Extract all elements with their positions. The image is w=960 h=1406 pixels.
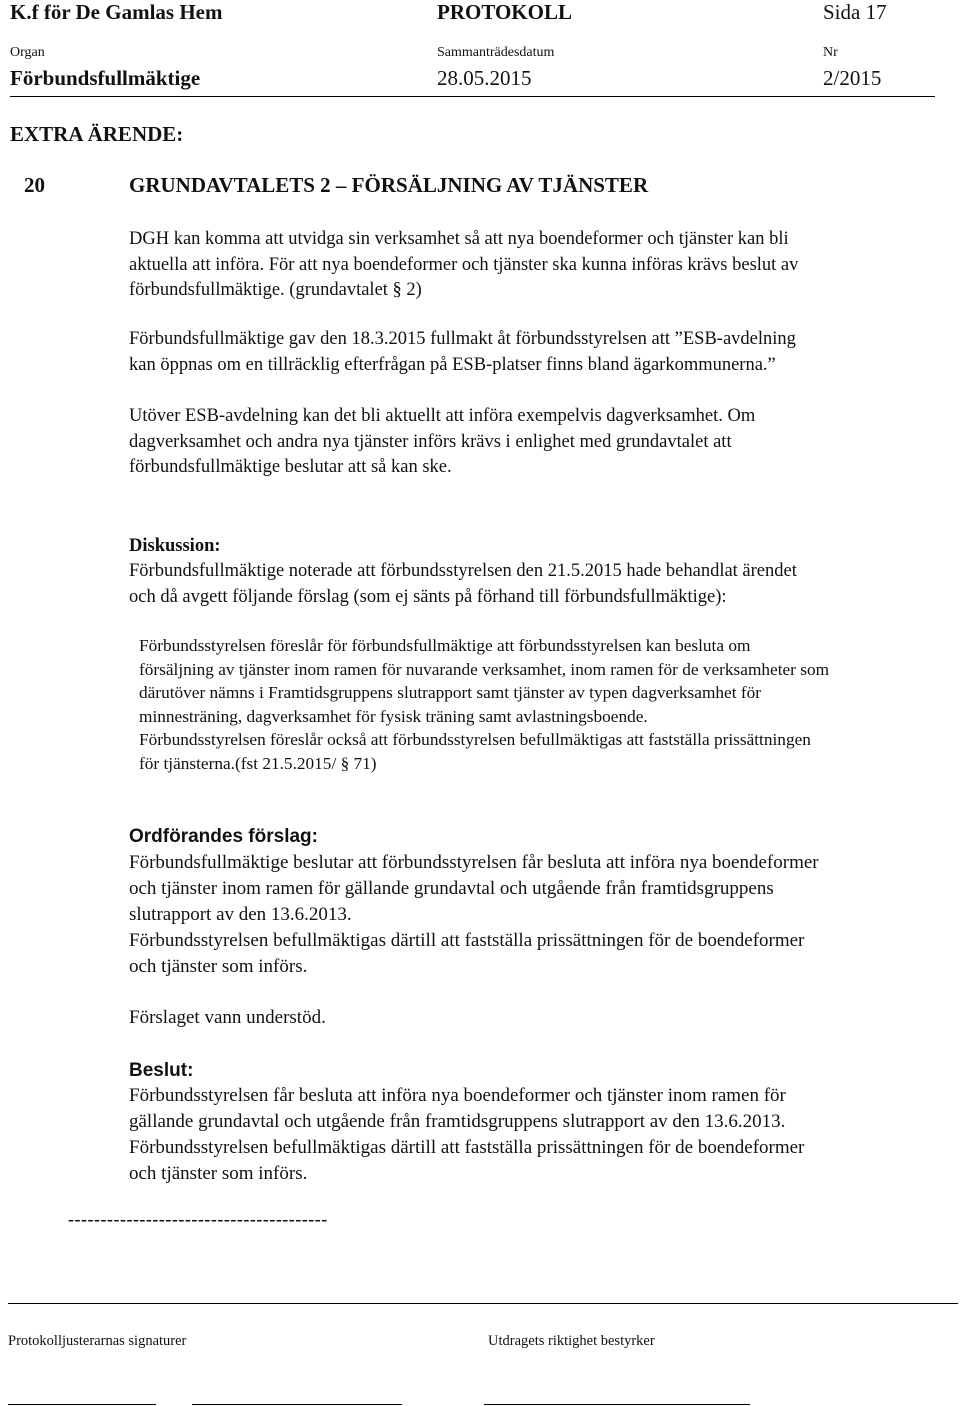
quote-line: Förbundsstyrelsen föreslår för förbundsfullmäktige att förbundsstyrelsen kan besluta om [139, 636, 751, 655]
beslut-line: Förbundsstyrelsen får besluta att införa nya boendeformer och tjänster inom ramen för [129, 1085, 786, 1106]
organ-label: Organ [10, 45, 45, 60]
intro-paragraph [129, 227, 798, 304]
intro-line: DGH kan komma att utvidga sin verksamhet så att nya boendeformer och tjänster kan bli [129, 229, 789, 249]
beslut-paragraph [129, 1083, 804, 1187]
fullmakt-line: kan öppnas om en tillräcklig efterfrågan på ESB-platser finns bland ägarkommunerna.” [129, 354, 776, 375]
beslut-line: och tjänster som införs. [129, 1163, 308, 1184]
diskussion-line: Förbundsfullmäktige noterade att förbundsstyrelsen den 21.5.2015 hade behandlat ärendet [129, 561, 797, 581]
diskussion-heading: Diskussion: [129, 536, 221, 556]
intro-line: förbundsfullmäktige. (grundavtalet § 2) [129, 280, 422, 300]
signature-line [8, 1404, 156, 1405]
beslut-line: gällande grundavtal och utgående från framtidsgruppens slutrapport av den 13.6.2013. [129, 1111, 786, 1132]
signature-line [192, 1404, 402, 1405]
proposal-supported: Förslaget vann understöd. [129, 1007, 326, 1028]
ordforande-heading: Ordförandes förslag: [129, 826, 318, 847]
quote-line: försäljning av tjänster inom ramen för nuvarande verksamhet, inom ramen för de verksamheter som [139, 659, 830, 679]
quote-line: för tjänsterna.(fst 21.5.2015/ § 71) [139, 753, 377, 773]
footer-certify-label: Utdragets riktighet bestyrker [488, 1333, 655, 1349]
ordforande-line: Förbundsfullmäktige beslutar att förbundsstyrelsen får besluta att införa nya boendeformer [129, 852, 819, 873]
nr-label: Nr [823, 45, 838, 60]
item-number: 20 [24, 173, 45, 197]
quote-line: Förbundsstyrelsen föreslår också att förbundsstyrelsen befullmäktigas att fastställa prissättningen [139, 730, 811, 749]
quote-line: därutöver nämns i Framtidsgruppens slutrapport samt tjänster av typen dagverksamhet för [139, 683, 761, 702]
organ-value: Förbundsfullmäktige [10, 66, 201, 90]
ordforande-line: slutrapport av den 13.6.2013. [129, 904, 352, 925]
fullmakt-line: Förbundsfullmäktige gav den 18.3.2015 fullmakt åt förbundsstyrelsen att ”ESB-avdelning [129, 329, 796, 349]
date-label: Sammanträdesdatum [437, 45, 555, 60]
quote-line: minnesträning, dagverksamhet för fysisk träning samt avlastningsboende. [139, 706, 648, 726]
date-value: 28.05.2015 [437, 66, 532, 90]
extra-heading: EXTRA ÄRENDE: [10, 122, 184, 146]
page-number: Sida 17 [823, 0, 887, 24]
nr-value: 2/2015 [823, 66, 882, 90]
diskussion-line: och då avgett följande förslag (som ej sänts på förhand till förbundsfullmäktige): [129, 586, 727, 607]
ordforande-line: och tjänster inom ramen för gällande grundavtal och utgående från framtidsgruppens [129, 878, 774, 899]
header-rule [10, 96, 935, 97]
org-name: K.f för De Gamlas Hem [10, 0, 223, 24]
doc-type: PROTOKOLL [437, 0, 572, 24]
signature-line [484, 1404, 750, 1405]
utover-line: förbundsfullmäktige beslutar att så kan ske. [129, 457, 452, 477]
ordforande-paragraph [129, 850, 819, 980]
utover-paragraph [129, 404, 755, 481]
footer-signatures-label: Protokolljusterarnas signaturer [8, 1333, 187, 1349]
diskussion-paragraph [129, 559, 797, 610]
beslut-line: Förbundsstyrelsen befullmäktigas därtill att fastställa prissättningen för de boendeformer [129, 1137, 805, 1158]
dashed-separator: ---------------------------------------- [68, 1209, 328, 1229]
footer-rule [8, 1303, 958, 1304]
fullmakt-paragraph [129, 327, 796, 378]
ordforande-line: Förbundsstyrelsen befullmäktigas därtill att fastställa prissättningen för de boendeformer [129, 930, 805, 951]
utover-line: Utöver ESB-avdelning kan det bli aktuellt att införa exempelvis dagverksamhet. Om [129, 406, 756, 426]
utover-line: dagverksamhet och andra nya tjänster införs krävs i enlighet med grundavtalet att [129, 431, 732, 452]
quoted-proposal [139, 634, 829, 775]
ordforande-line: och tjänster som införs. [129, 956, 308, 977]
intro-line: aktuella att införa. För att nya boendeformer och tjänster ska kunna införas krävs beslut av [129, 254, 799, 275]
item-title: GRUNDAVTALETS 2 – FÖRSÄLJNING AV TJÄNSTER [129, 173, 649, 197]
beslut-heading: Beslut: [129, 1060, 194, 1081]
